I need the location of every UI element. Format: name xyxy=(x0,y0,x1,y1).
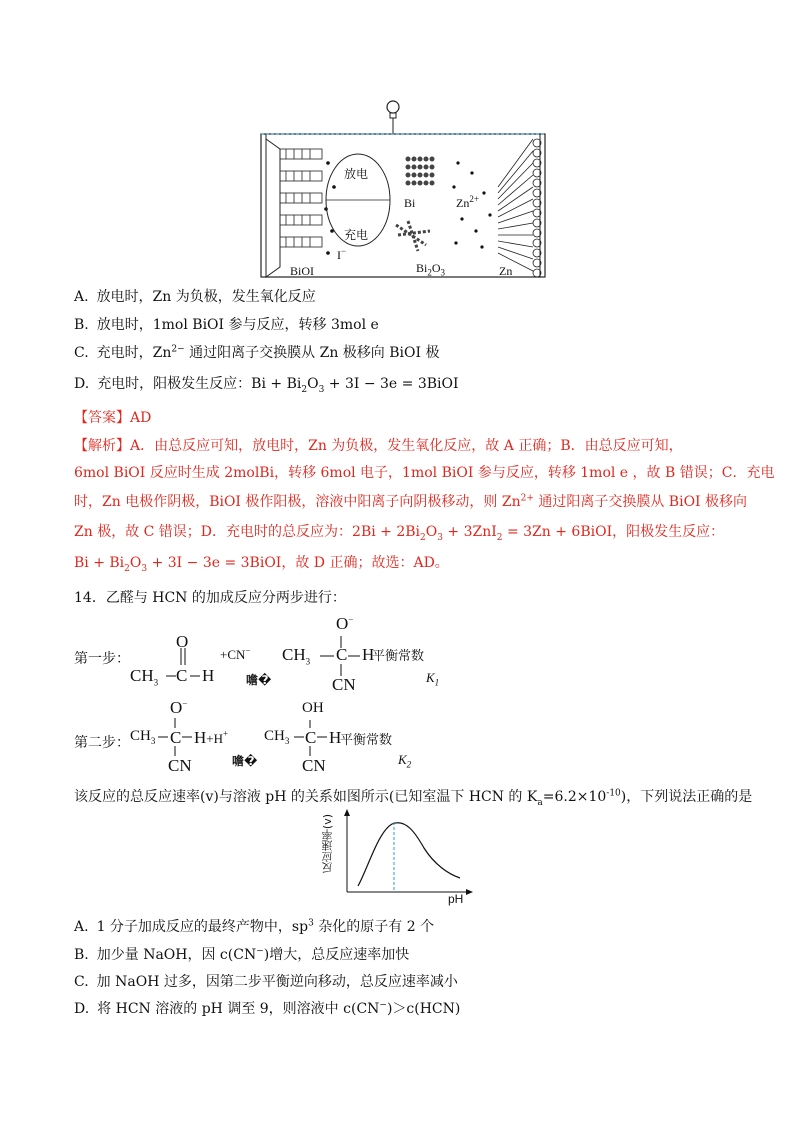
charge-label: 充电 xyxy=(344,228,369,242)
equilibrium-arrow-2: 噡� xyxy=(232,754,258,768)
q14-option-a: A. 1 分子加成反应的最终产物中，$sp^3$ 杂化的原子有 2 个 xyxy=(74,918,435,935)
q13-analysis-line-2: 6mol BiOI 反应时生成 2molBi，转移 6mol 电子，1mol BiOI 参与反应，转移 1mol e ，故 B 错误；C．充电 xyxy=(74,465,775,481)
q14-option-c: C. 加 NaOH 过多，因第二步平衡逆向移动，总反应速率减小 xyxy=(74,974,458,990)
bi-label: Bi xyxy=(404,196,416,210)
q13-answer: 【答案】AD xyxy=(74,410,152,426)
chart-x-arrow xyxy=(466,889,473,895)
q13-analysis-line-3: 时，Zn 电极作阴极，BiOI 极作阳极，溶液中阳离子向阴极移动，则 $Zn^{2+}$ 通过阳离子交换膜从 BiOI 极移向 xyxy=(74,493,748,510)
q14-option-b: B. 加少量 NaOH，因 c(CN−)增大，总反应速率加快 xyxy=(74,946,410,963)
k1-label: $K_1$ xyxy=(426,670,440,688)
q14-option-d: D. 将 HCN 溶液的 pH 调至 9，则溶液中 c(CN−)＞c(HCN) xyxy=(74,1000,461,1017)
discharge-label: 放电 xyxy=(344,167,369,181)
q13-analysis-line-1: 【解析】A．由总反应可知，放电时，Zn 为负极，发生氧化反应，故 A 正确；B．由总反应可知， xyxy=(74,438,683,454)
h-ion: H+H+ xyxy=(194,728,229,747)
iodide-label: I− xyxy=(337,246,347,262)
q13-analysis-line-5: $Bi + Bi_2O_3 + 3I - 3e$ = 3BiOI，故 D 正确；故选：AD。 xyxy=(74,555,449,574)
step1-label: 第一步： xyxy=(74,651,130,667)
zn-electrode-label: Zn xyxy=(499,264,513,278)
bioi-electrode-label: BiOI xyxy=(290,264,314,278)
bi2o3-label: $Bi_2O_3$ xyxy=(416,261,446,278)
q14-intro: 14．乙醛与 HCN 的加成反应分两步进行： xyxy=(74,590,346,606)
k2-label: $K_2$ xyxy=(398,752,412,770)
battery-diagram xyxy=(258,97,548,280)
chart-y-arrow xyxy=(344,809,350,816)
q13-option-d: D. 充电时，阳极发生反应：$Bi + Bi_2O_3 + 3I - 3e$ = 3BiOI xyxy=(74,376,459,395)
rate-curve xyxy=(358,823,460,886)
equilibrium-arrow-1: 噡� xyxy=(246,673,272,687)
q13-option-b: B. 放电时，1mol BiOI 参与反应，转移 3mol e xyxy=(74,317,379,333)
q13-analysis-line-4: Zn 极，故 C 错误；D．充电时的总反应为：$2Bi + 2Bi_2O_3 + 3ZnI_2 = 3Zn$ + 6BiOI，阳极发生反应： xyxy=(74,524,725,543)
lightbulb-icon xyxy=(387,101,399,134)
eq-const-label-1: 平衡常数 xyxy=(372,649,425,664)
step2-label: 第二步： xyxy=(74,735,130,751)
q13-option-c: C. 充电时，$Zn^{2-}$ 通过阳离子交换膜从 Zn 极移向 BiOI 极 xyxy=(74,344,440,361)
eq-const-label-2: 平衡常数 xyxy=(340,733,393,748)
q13-option-a: A. 放电时，Zn 为负极，发生氧化反应 xyxy=(74,289,316,305)
q14-rate-text: 该反应的总反应速率(v)与溶液 pH 的关系如图所示(已知室温下 HCN 的 $K_a=6.2\times 10^{-10}$)，下列说法正确的是 xyxy=(74,788,753,808)
document-page: 放电 充电 Bi $Zn^{2+}$ I− BiOI $Bi_2O_3$ Zn A. 放电时，Zn 为负极，发生氧化反应 B. 放电时，1mol BiOI 参与反应，转移 3mol e C. 充电时，$Zn^{2-}$ 通过阳离子交换膜从 Zn 极移向 BiOI 极 D. 充电时，阳极发生反应：$Bi + Bi_2O_3 + 3I - 3e$ = 3BiOI 【答案】AD 【解析】A．由总反应可知，放电时，Zn 为负极，发生氧化反应，故 A 正确；B．由总反应可知， 6mol BiOI 反应时生成 2molBi，转移 6mol 电子，1mol BiOI 参与反应，转移 1mol e ，故 B 错误；C．充电 时，Zn 电极作阴极，BiOI 极作阳极，溶液中阳离子向阴极移动，则 $Zn^{2+}$ 通过阳离子交换膜从 BiOI 极移向 Zn 极，故 C 错误；D．充电时的总反应为：$2Bi + 2Bi_2O_3 + 3ZnI_2 = 3Zn$ + 6BiOI，阳极发生反应： $Bi + Bi_2O_3 + 3I - 3e$ = 3BiOI，故 D 正确；故选：AD。 14．乙醛与 HCN 的加成反应分两步进行： 第一步： O $CH_3$ C H +CN− 噡� O− $CH_3$ C H CN 平衡常数 $K_1$ 第二步： O− $CH_3$ C H+H+ CN 噡� OH $CH_3$ C H CN 平衡常数 $K_2$ 该反应的总反应速率(v)与溶液 pH 的关系如图所示(已知室温下 HCN 的 $K_a=6.2\times 10^{-10}$)，下列说法正确的是 反应速率(v) pH A. 1 分子加成反应的最终产物中，$sp^3$ 杂化的原子有 2 个 B. 加少量 NaOH，因 c(CN−)增大，总反应速率加快 C. 加 NaOH 过多，因第二步平衡逆向移动，总反应速率减小 D. 将 HCN 溶液的 pH 调至 9，则溶液中 c(CN−)＞c(HCN) xyxy=(0,0,800,1132)
cn-ion: +CN− xyxy=(220,645,251,662)
chart-x-label: pH xyxy=(448,892,464,906)
chart-y-label: 反应速率(v) xyxy=(321,814,334,874)
zn-ion-label: $Zn^{2+}$ xyxy=(456,194,479,210)
